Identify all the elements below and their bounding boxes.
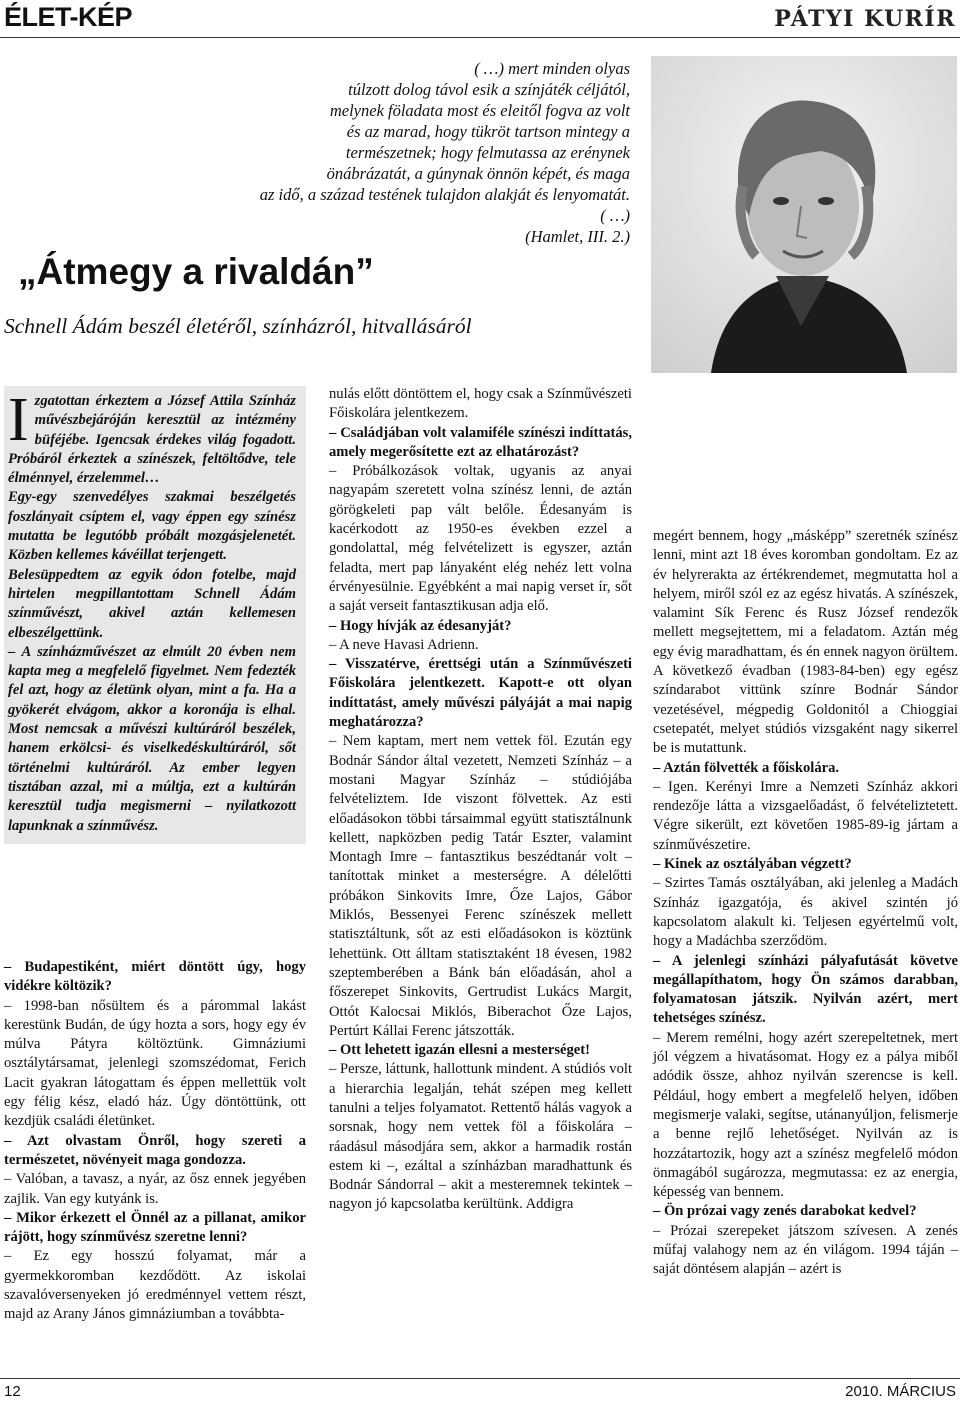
quote-line: az idő, a század testének tulajdon alakját és lenyomatát. (259, 185, 630, 204)
quote-line: ( …) mert minden olyas (474, 59, 630, 78)
page-number: 12 (4, 1383, 21, 1400)
intro-paragraph: – A színházművészet az elmúlt 20 évben nem kapta meg a megfelelő figyelmet. Nem fedezték fel azt, hogy az életünk olyan, mint a fa. Ha a gyökerét elvágom, akkor a koronája is elhal. Most nemcsak a művészi kultúráról beszélek, hanem erkölcsi- és viselkedéskultúráról, sőt történelmi kultúráról. Az ember legyen tisztában azzal, mi a múltja, ezt a kultúrán keresztül tudja megismerni – nyilatkozott lapunknak a színművész. (8, 643, 296, 834)
interview-answer: – Merem remélni, hogy azért szerepeltetnek, mert jól végzem a hivatásomat. Hogy ez a pálya miből adódik össze, ahhoz nyilván szerencse is kell. Például, hogy embert a megfelelő helyen, időben megismerje valaki, segítse, utánanyúljon, felismerje a benne rejlő lehetőséget. Nyilván az is hozzátartozik, hogy azt a színész megfelelő módon önmagából sugározza, megmutassa: ez az energia, képesség van bennem. (653, 1029, 958, 1201)
portrait-photo (651, 56, 957, 373)
section-label: ÉLET-KÉP (4, 2, 133, 32)
intro-paragraph: zgatottan érkeztem a József Attila Színház művészbejáróján keresztül az intézmény büféjébe. Igencsak érdekes világ fogadott. Próbáról érkeztek a színészek, feltöltődve, tele élménnyel, érzelemmel… (8, 393, 296, 487)
interview-question: – Ön prózai vagy zenés darabokat kedvel? (653, 1203, 917, 1220)
quote-line: természetnek; hogy felmutassa az erénynek (345, 143, 630, 162)
interview-answer: – Valóban, a tavasz, a nyár, az ősz ennek jegyében zajlik. Van egy kutyánk is. (4, 1171, 306, 1207)
article-subtitle: Schnell Ádám beszél életéről, színházról, hitvallásáról (4, 314, 472, 338)
issue-date: 2010. MÁRCIUS (845, 1383, 956, 1400)
intro-paragraph: Belesüppedtem az egyik ódon fotelbe, majd hirtelen megpillantottam Schnell Ádám színművészt, akivel aztán kellemesen elbeszélgettünk. (8, 566, 296, 641)
quote-line: önábrázatát, a gúnynak önnön képét, és maga (326, 164, 630, 183)
quote-line: túlzott dolog távol esik a színjáték céljától, (348, 80, 630, 99)
interview-answer: – Prózai szerepeket játszom szívesen. A zenés műfaj valahogy nem az én világom. 1994 táján – saját döntésem alapján – azért is (653, 1222, 958, 1278)
interview-question: – Kinek az osztályában végzett? (653, 856, 852, 873)
interview-answer: – Próbálkozások voltak, ugyanis az anyai nagyapám szeretett volna színész lenni, de aztán görögkeleti pap vált belőle. Édesanyám is kacérkodott az 1950-es években ezzel a gondolattal, még felvételizett is egyszer, aztán feladta, mert pap lányaként elég nehéz lett volna érvényesülnie. Egyébként a mai napig verset ír, sőt a saját verseit fantasztikusan adja elő. (329, 463, 632, 615)
interview-answer: – A neve Havasi Adrienn. (329, 636, 479, 653)
interview-question: – Aztán fölvették a főiskolára. (653, 759, 840, 776)
interview-question: – Visszatérve, érettségi után a Színművészeti Főiskolára jelentkezett. Kapott-e ott olyan indíttatást, amely művészi pályáját a mai napig meghatározza? (329, 656, 632, 731)
header-rule (0, 37, 960, 38)
interview-question: – Családjában volt valamiféle színészi indíttatás, amely megerősítette ezt az elhatározást? (329, 424, 632, 460)
interview-question: – Hogy hívják az édesanyját? (329, 617, 512, 634)
quote-line: és az marad, hogy tükröt tartson mintegy a (346, 122, 630, 141)
column-1 (4, 958, 306, 1325)
interview-question: – Azt olvastam Önről, hogy szereti a természetet, növényeit maga gondozza. (4, 1132, 306, 1168)
interview-question: – A jelenlegi színházi pályafutását követve megállapíthatom, hogy Ön számos darabban, folyamatosan játszik. Nyilván azért, mert tehetséges színész. (653, 952, 958, 1027)
column-2 (329, 385, 632, 1215)
quote-line: melynek föladata most és eleitől fogva az volt (329, 101, 630, 120)
interview-question: – Mikor érkezett el Önnél az a pillanat, amikor rájött, hogy színművész szeretne lenni? (4, 1209, 306, 1246)
quote-source: (Hamlet, III. 2.) (525, 227, 630, 246)
interview-answer: – Ez egy hosszú folyamat, már a gyermekkoromban kezdődött. Az iskolai szavalóversenyeken jó eredménnyel vettem részt, majd az Arany János gimnáziumban a továbbta- (4, 1248, 306, 1323)
interview-question: – Budapestiként, miért döntött úgy, hogy vidékre költözik? (4, 959, 306, 995)
masthead-logo: PÁTYI KURÍR (774, 6, 956, 32)
column-3 (653, 527, 958, 1280)
intro-box (4, 386, 306, 844)
interview-answer: – Szirtes Tamás osztályában, aki jelenleg a Madách Színház igazgatója, és akivel szintén jó kapcsolatom alakult ki. Teljesen egyértelmű volt, hogy a Madáchba szerződöm. (653, 875, 958, 950)
drop-cap: I (8, 386, 29, 454)
epigraph-quote (190, 58, 630, 247)
interview-answer: – 1998-ban nősültem és a párommal lakást kerestünk Budán, de úgy hozta a sors, hogy egy év múlva Pátyra költöztünk. Gimnáziumi osztálytársamat, jelenlegi szomszédomat, Ferich Lacit gyakran látogattam és éppen mellettük volt egy félig kész, eladó ház. Úgy döntöttünk, ott kezdjük családi életünket. (4, 997, 306, 1130)
interview-answer: nulás előtt döntöttem el, hogy csak a Színművészeti Főiskolára jelentkezem. (329, 386, 632, 422)
interview-answer: – Igen. Kerényi Imre a Nemzeti Színház akkori rendezője látta a vizsgaelőadást, ő felvételiztetett. Végre sikerült, ezt követően 1985-89-ig jártam a színművészetire. (653, 778, 958, 853)
portrait-illustration (651, 56, 957, 373)
interview-question: – Ott lehetett igazán ellesni a mesterséget! (329, 1042, 590, 1059)
intro-paragraph: Egy-egy szenvedélyes szakmai beszélgetés foszlányait csíptem el, vagy éppen egy színész mutatta be legutóbb próbált mozgásjelenetét. Közben kellemes kávéillat terjengett. (8, 489, 296, 564)
quote-line: ( …) (600, 206, 630, 225)
interview-answer: – Persze, láttunk, hallottunk mindent. A stúdiós volt a hierarchia legalján, tehát szépen meg kellett tanulni a teljes folyamatot. Rettentő hálás vagyok a sorsnak, hogy nem vettek föl a főiskolára – ráadásul másodjára sem, akkor a harmadik rostán estem ki –, ezáltal a színházban maradhattunk és Bodnár Sándorral – akit a mesteremnek tekintek – nagyon jó kapcsolatba kerültünk. Addigra (329, 1061, 632, 1213)
interview-answer: – Nem kaptam, mert nem vettek föl. Ezután egy Bodnár Sándor által vezetett, Nemzeti Színház – a mostani Magyar Színház – stúdiójába felvételiztem. Ide viszont fölvettek. Az esti előadásokon többi társaimmal együtt statisztálnunk kellett, napközben pedig Tatár Eszter, valamint Montagh Imre – fantasztikus beszédtanár volt – tanítottak minket a mesterségre. A délelőtti próbákon Sinkovits Imre, Őze Lajos, Gábor Miklós, Bessenyei Ferenc színészek mellett statisztáltunk, sőt az esti előadásokon is köztünk lehettünk. Ott álltam statisztaként 18 évesen, 1982 szeptemberében a Bánk bán előadásán, ahol a főszerepet Sinkovits, Gertrudist Lukács Margit, Ottót Kalocsai Miklós, Biberachot Őze Lajos, Pertúrt Kállai Ferenc játszották. (329, 733, 632, 1039)
article-title: „Átmegy a rivaldán” (18, 251, 374, 292)
interview-answer: megért bennem, hogy „másképp” szeretnék színész lenni, mint azt 18 éves koromban gondoltam. Ez az év helyrerakta az értékrendemet, megmutatta hol a helyem, miről szól ez az egész hivatás. A színészek, valamint Sík Ferenc és Rusz József rendezők mellett megsejtettem, mi a feladatom. Aztán még egy évig maradhattam, és én ennek nagyon örültem. A következő évadban (1983-84-ben) egy egész színdarabot vittünk színre Bodnár Sándor vezetésével, mégpedig Goldonitól a Chioggiai csetepatét, melyet stúdiós vizsgaként nagy sikerrel be is mutattunk. (653, 528, 958, 757)
footer-rule (0, 1378, 960, 1379)
